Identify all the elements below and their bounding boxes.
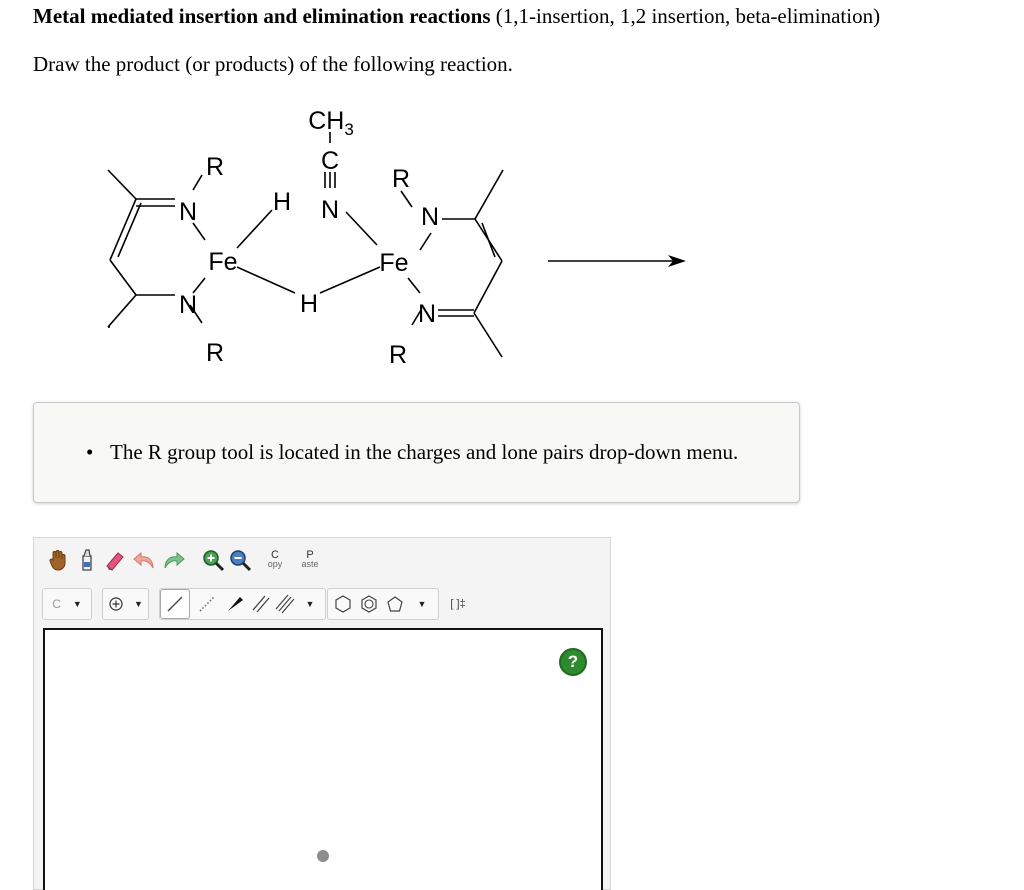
question-title: [33, 4, 880, 29]
bond: [108, 170, 136, 199]
hydride-label: H: [299, 290, 319, 318]
canvas-cursor-dot: [317, 850, 329, 862]
title-rest: (1,1-insertion, 1,2 insertion, beta-elimination): [490, 4, 881, 28]
chevron-down-icon[interactable]: ▼: [305, 599, 315, 609]
carbon-label: C: [320, 147, 340, 175]
bond: [108, 295, 136, 327]
charge-selector[interactable]: [102, 588, 149, 620]
hydride-label: H: [272, 188, 292, 216]
eraser-bottle-icon[interactable]: [75, 544, 99, 576]
bond: [401, 191, 412, 207]
copy-label-bottom: opy: [267, 559, 283, 569]
reaction-arrow: [548, 255, 686, 267]
zoom-out-icon[interactable]: [227, 544, 253, 576]
question-instruction: Draw the product (or products) of the following reaction.: [33, 52, 513, 76]
bond: [475, 170, 503, 219]
copy-label-top: C: [271, 549, 279, 561]
double-bond-icon[interactable]: [248, 589, 274, 619]
single-bond-icon[interactable]: [160, 589, 190, 619]
bond: [193, 175, 202, 190]
bond-tool-group: [159, 588, 326, 620]
copy-button[interactable]: [262, 544, 288, 576]
ch3-label: $CH_3$: [308, 107, 354, 139]
hand-icon[interactable]: [45, 544, 71, 576]
wedge-bond-icon[interactable]: [222, 589, 248, 619]
nitrogen-label: N: [417, 300, 437, 328]
help-icon[interactable]: ?: [559, 648, 587, 676]
r-group-label: R: [205, 339, 225, 367]
paste-label-bottom: aste: [301, 559, 319, 569]
eraser-icon[interactable]: [102, 544, 128, 576]
bond: [237, 210, 272, 248]
pentagon-icon[interactable]: [382, 589, 408, 619]
bond: [420, 233, 431, 250]
r-group-label: R: [391, 165, 411, 193]
iron-label: Fe: [208, 248, 238, 276]
triple-bond-icon[interactable]: [272, 589, 298, 619]
paste-label-top: P: [306, 549, 314, 561]
chemical-drawing-editor: [33, 537, 611, 890]
nitrogen-label: N: [178, 291, 198, 319]
bond: [110, 199, 136, 260]
nitrogen-label: N: [420, 203, 440, 231]
bond: [110, 260, 136, 295]
hint-item: • The R group tool is located in the charges and lone pairs drop-down menu.: [110, 440, 738, 465]
chevron-down-icon: ▼: [134, 599, 143, 609]
nitrogen-label: N: [178, 198, 198, 226]
bracket-label: [ ]‡: [450, 598, 466, 610]
reaction-scheme: [90, 95, 700, 385]
element-selector-value: C: [52, 597, 61, 611]
bracket-tool[interactable]: [444, 588, 472, 620]
ring-tool-group: [327, 588, 439, 620]
r-group-label: R: [205, 153, 225, 181]
bond: [474, 313, 502, 357]
charge-icon: [108, 596, 124, 612]
paste-button[interactable]: [294, 544, 326, 576]
zoom-in-icon[interactable]: [200, 544, 226, 576]
bond: [482, 223, 495, 257]
drawing-canvas[interactable]: [43, 628, 603, 890]
bond: [474, 261, 502, 313]
chevron-down-icon[interactable]: ▼: [417, 599, 427, 609]
chevron-down-icon: ▼: [72, 599, 82, 609]
benzene-icon[interactable]: [356, 589, 382, 619]
title-bold: Metal mediated insertion and elimination reactions: [33, 4, 491, 28]
redo-icon[interactable]: [160, 544, 186, 576]
bond: [237, 267, 295, 293]
dashed-bond-icon[interactable]: [194, 589, 220, 619]
r-group-label: R: [388, 341, 408, 369]
bond: [118, 203, 141, 257]
isocyanide-nitrogen-label: N: [320, 196, 340, 224]
hint-box: [33, 402, 800, 503]
bond: [346, 212, 377, 245]
hexagon-icon[interactable]: [330, 589, 356, 619]
element-selector[interactable]: [42, 588, 92, 620]
undo-icon[interactable]: [132, 544, 158, 576]
bond: [408, 278, 420, 293]
bond: [320, 267, 380, 293]
iron-label: Fe: [379, 249, 409, 277]
